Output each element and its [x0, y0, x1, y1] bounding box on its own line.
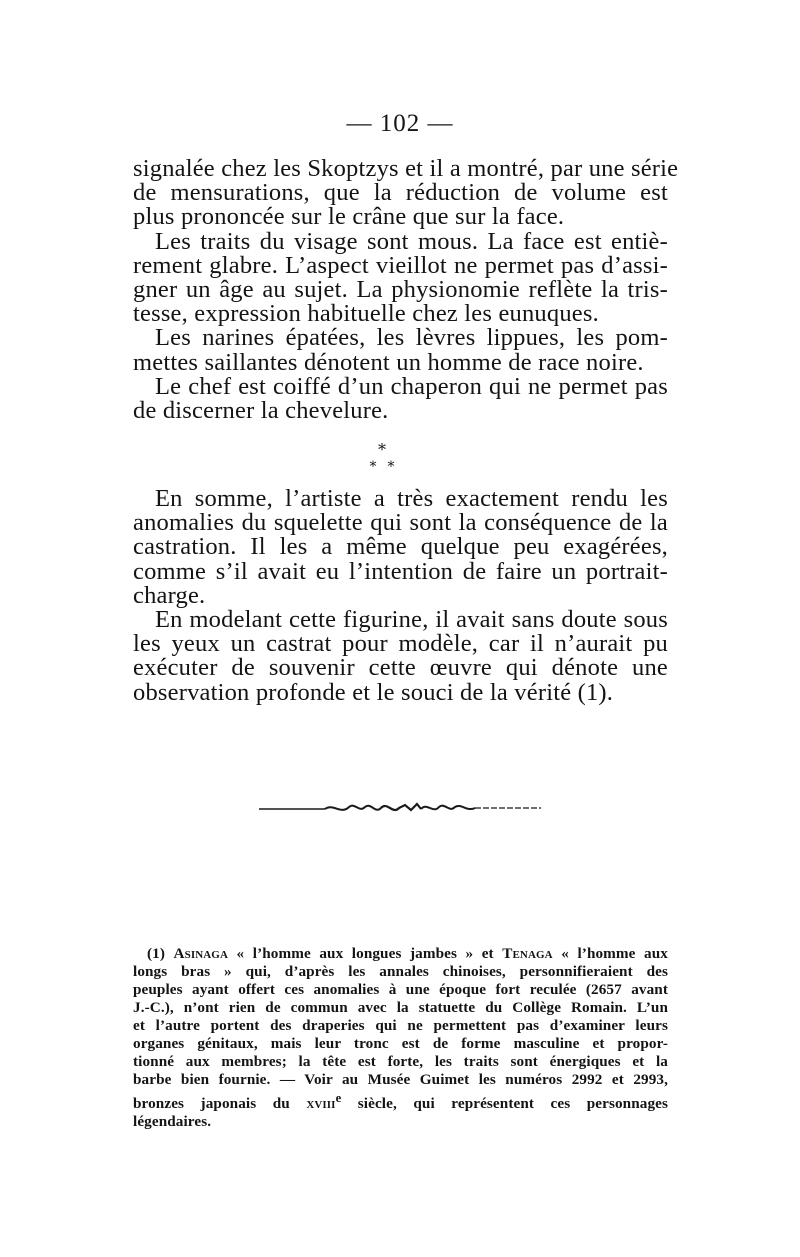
- paragraph-line: rement glabre. L’aspect vieillot ne permet pas d’assi-: [133, 251, 668, 279]
- asterism-ornament: [362, 442, 402, 474]
- paragraph-line: Les traits du visage sont mous. La face est entiè-: [155, 227, 668, 255]
- paragraph-line: Les narines épatées, les lèvres lippues, les pom-: [155, 324, 668, 352]
- paragraph-line: de mensurations, que la réduction de volume est: [133, 179, 668, 207]
- footnote-line: légendaires.: [133, 1113, 212, 1131]
- footnote-line: [133, 1089, 668, 1113]
- footnote-text: bronzes japonais du: [133, 1095, 290, 1113]
- paragraph-line: gner un âge au sujet. La physionomie reflète la tris-: [133, 276, 668, 304]
- text-block-after-asterism: [133, 487, 668, 705]
- paragraph-line: anomalies du squelette qui sont la conséquence de la: [133, 509, 668, 537]
- footnote-marker: (1): [147, 945, 166, 962]
- svg-text:*: *: [378, 442, 386, 459]
- paragraph-line: exécuter de souvenir cette œuvre qui dénote une: [133, 654, 668, 682]
- text-block-before-asterism: [133, 155, 679, 425]
- paragraph-line: mettes saillantes dénotent un homme de race noire.: [133, 348, 644, 376]
- footnote-line: organes génitaux, mais leur tronc est de forme masculine et propor-: [133, 1035, 668, 1052]
- svg-text:*: *: [387, 459, 395, 474]
- paragraph-line: En somme, l’artiste a très exactement rendu les: [155, 485, 668, 512]
- footnote-line: [133, 945, 668, 963]
- footnote: [133, 945, 668, 1131]
- paragraph-line: de discerner la chevelure.: [133, 397, 389, 425]
- tailpiece-ornament: [255, 796, 545, 820]
- footnote-line: peuples ayant offert ces anomalies à une époque fort reculée (2657 avant: [133, 981, 668, 998]
- paragraph-line: plus prononcée sur le crâne que sur la face.: [133, 203, 565, 231]
- footnote-line: tionné aux membres; la tête est forte, les traits sont énergiques et la: [133, 1053, 668, 1070]
- paragraph-line: signalée chez les Skoptzys et il a montré, par une série: [133, 155, 679, 182]
- footnote-line: J.-C.), n’ont rien de commun avec la statuette du Collège Romain. L’un: [133, 999, 668, 1016]
- paragraph-line: En modelant cette figurine, il avait sans doute sous: [155, 606, 668, 634]
- century-numeral: xviii: [306, 1095, 336, 1113]
- footnote-text: « l’homme aux longues jambes » et: [236, 945, 494, 962]
- footnote-text: « l’homme aux: [561, 945, 668, 962]
- footnote-line: et l’autre portent des draperies qui ne permettent pas d’examiner leurs: [133, 1017, 668, 1034]
- paragraph-line: Le chef est coiffé d’un chaperon qui ne permet pas: [155, 372, 668, 400]
- paragraph-line: tesse, expression habituelle chez les eunuques.: [133, 300, 599, 328]
- footnote-term: Asinaga: [173, 945, 229, 962]
- footnote-line: barbe bien fournie. — Voir au Musée Guimet les numéros 2992 et 2993,: [133, 1071, 668, 1088]
- svg-text:*: *: [369, 459, 377, 474]
- paragraph-line: observation profonde et le souci de la vérité (1).: [133, 678, 614, 706]
- century-superscript: e: [335, 1091, 342, 1105]
- paragraph-line: charge.: [133, 581, 206, 609]
- footnote-text: siècle, qui représentent ces personnages: [357, 1095, 668, 1113]
- footnote-line: longs bras » qui, d’après les annales chinoises, personnifieraient des: [133, 963, 668, 980]
- page-number: — 102 —: [346, 110, 454, 137]
- footnote-term: Tenaga: [502, 945, 553, 962]
- paragraph-line: comme s’il avait eu l’intention de faire un portrait-: [133, 557, 668, 585]
- paragraph-line: les yeux un castrat pour modèle, car il n’aurait pu: [133, 630, 668, 658]
- paragraph-line: castration. Il les a même quelque peu exagérées,: [133, 533, 668, 561]
